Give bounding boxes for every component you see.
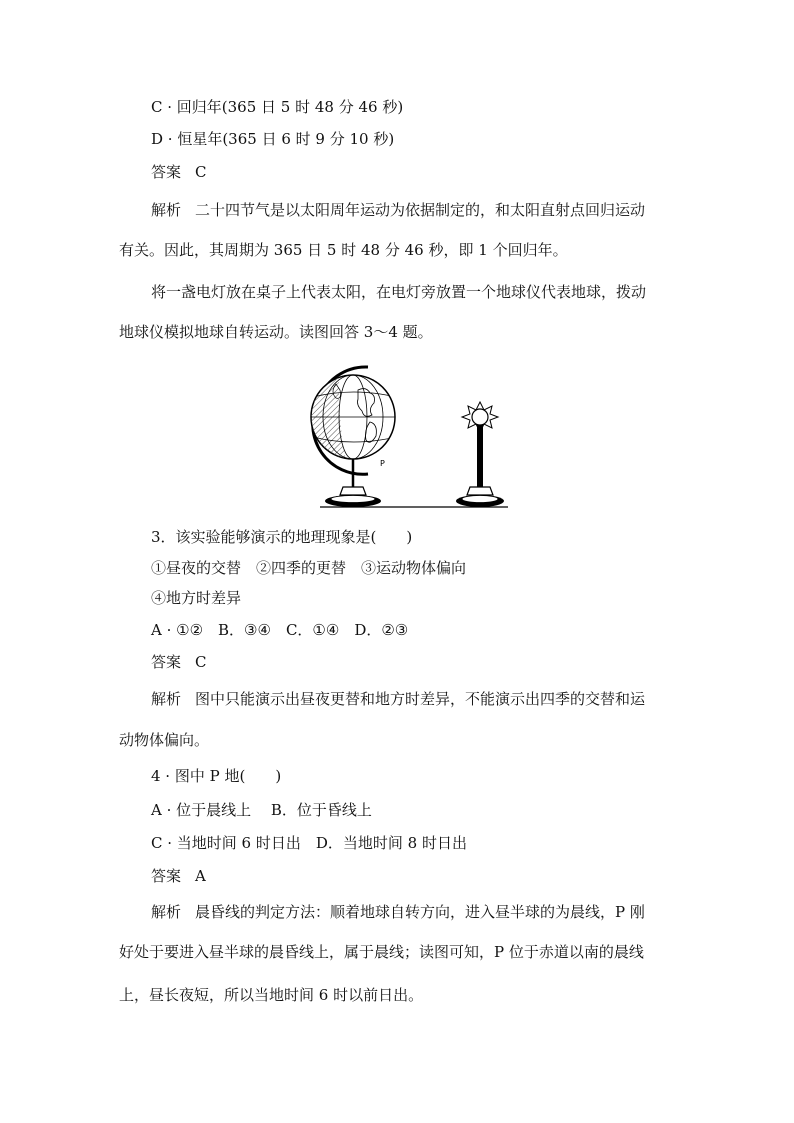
globe-lamp-figure — [308, 362, 514, 512]
q3-analysis-line-1 — [151, 689, 645, 709]
q2-analysis-line-1 — [151, 200, 645, 220]
q4-analysis-line-1 — [151, 902, 645, 922]
lamp-icon — [456, 402, 504, 507]
q2-option-c: C · 回归年(365 日 5 时 48 分 46 秒) — [151, 98, 404, 116]
answer-value: C — [195, 163, 207, 181]
q4-options-line-2: C · 当地时间 6 时日出 D．当地时间 8 时日出 — [151, 834, 467, 852]
q3-items-line-2: ④地方时差异 — [151, 589, 242, 607]
globe-lamp-illustration — [308, 362, 514, 512]
intro-line-1: 将一盏电灯放在桌子上代表太阳，在电灯旁放置一个地球仪代表地球，拨动 — [151, 283, 647, 301]
q4-stem: 4 · 图中 P 地( ) — [151, 767, 282, 785]
globe-icon — [308, 362, 398, 507]
q4-options-line-1: A · 位于晨线上 B．位于昏线上 — [151, 801, 372, 819]
analysis-text: 晨昏线的判定方法：顺着地球自转方向，进入昼半球的为晨线，P 刚 — [195, 903, 645, 921]
analysis-key: 解析 — [151, 690, 182, 708]
answer-key: 答案 — [151, 163, 182, 181]
q3-answer — [151, 652, 207, 672]
q2-option-d: D · 恒星年(365 日 6 时 9 分 10 秒) — [151, 130, 395, 148]
q4-analysis-line-3: 上，昼长夜短，所以当地时间 6 时以前日出。 — [119, 986, 424, 1004]
q2-answer — [151, 162, 207, 182]
q2-analysis-line-2: 有关。因此，其周期为 365 日 5 时 48 分 46 秒，即 1 个回归年。 — [119, 241, 568, 259]
analysis-key: 解析 — [151, 201, 182, 219]
analysis-key: 解析 — [151, 903, 182, 921]
answer-key: 答案 — [151, 653, 182, 671]
intro-line-2: 地球仪模拟地球自转运动。读图回答 3～4 题。 — [119, 323, 433, 341]
q3-stem: 3．该实验能够演示的地理现象是( ) — [151, 528, 413, 546]
analysis-text: 二十四节气是以太阳周年运动为依据制定的，和太阳直射点回归运动 — [195, 201, 646, 219]
answer-value: C — [195, 653, 207, 671]
point-p-label: P — [380, 459, 385, 468]
q3-options: A · ①② B．③④ C．①④ D．②③ — [151, 621, 409, 639]
analysis-text: 图中只能演示出昼夜更替和地方时差异，不能演示出四季的交替和运 — [195, 690, 646, 708]
q4-analysis-line-2: 好处于要进入昼半球的晨昏线上，属于晨线；读图可知，P 位于赤道以南的晨线 — [119, 943, 644, 961]
q4-answer — [151, 866, 206, 886]
q3-items-line-1: ①昼夜的交替 ②四季的更替 ③运动物体偏向 — [151, 559, 467, 577]
q3-analysis-line-2: 动物体偏向。 — [119, 731, 210, 749]
answer-key: 答案 — [151, 867, 182, 885]
answer-value: A — [195, 867, 206, 885]
